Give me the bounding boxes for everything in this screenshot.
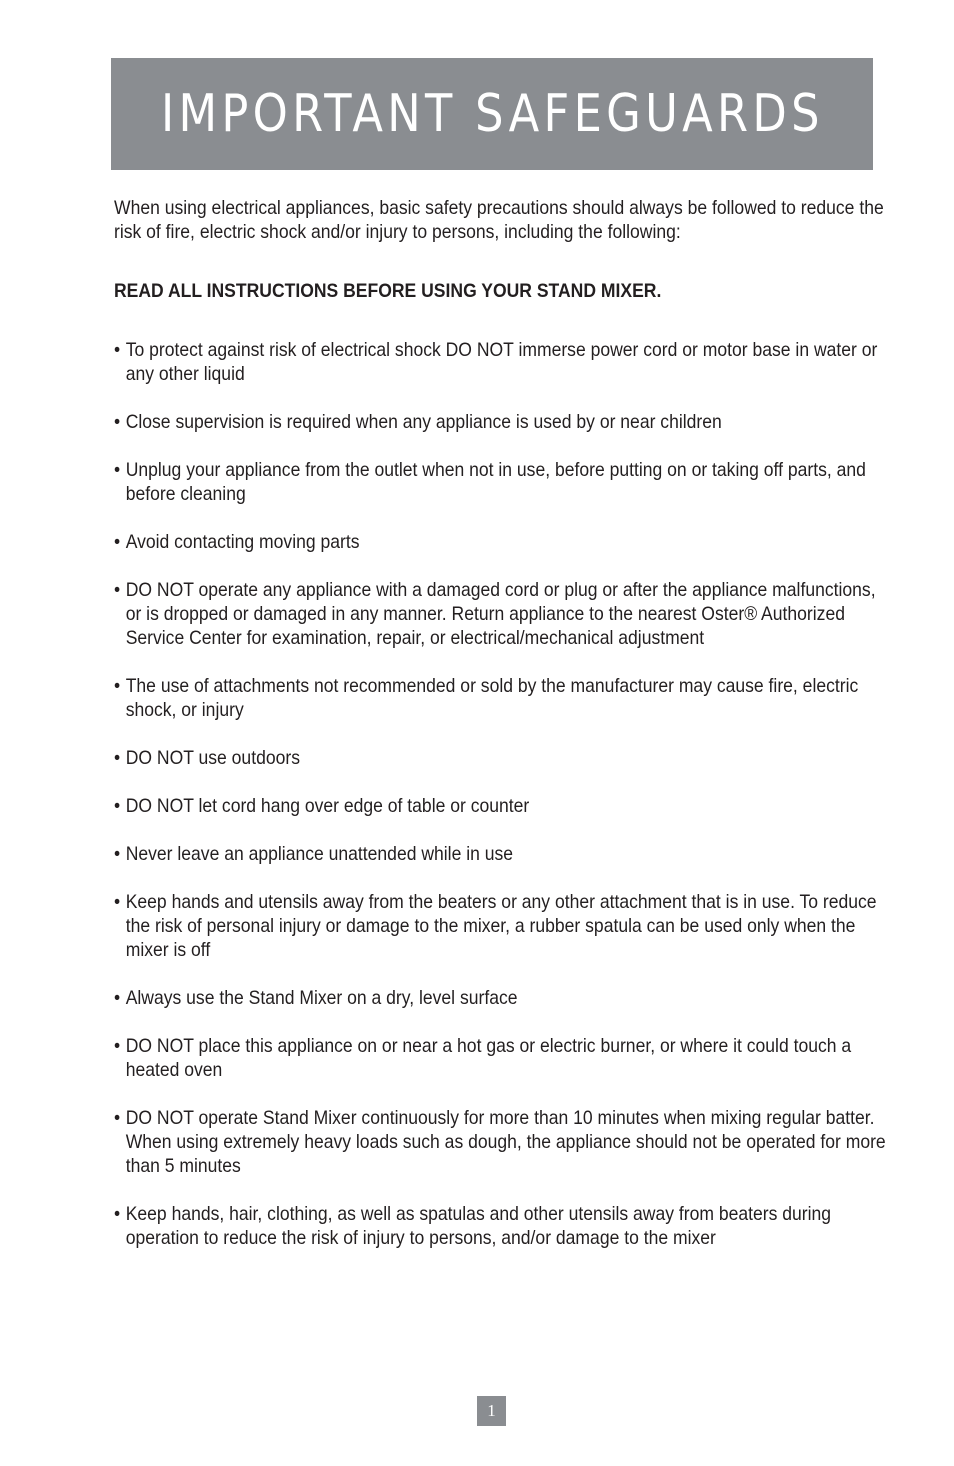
bullet: • xyxy=(114,459,121,481)
bullet: • xyxy=(114,795,121,817)
safeguard-item xyxy=(114,338,893,386)
safeguard-item xyxy=(114,1202,893,1250)
safeguard-item xyxy=(114,794,893,818)
safeguard-text: Keep hands, hair, clothing, as well as spatulas and other utensils away from beaters during operation to reduce the risk of injury to persons, and/or damage to the mixer xyxy=(125,1203,832,1249)
safeguard-item xyxy=(114,842,893,866)
bullet: • xyxy=(114,675,121,697)
bullet: • xyxy=(114,531,121,553)
safeguard-text: DO NOT place this appliance on or near a hot gas or electric burner, or where it could touch a heated oven xyxy=(125,1035,852,1081)
bullet: • xyxy=(114,339,121,361)
title-banner xyxy=(111,58,873,170)
safeguard-text: Never leave an appliance unattended while in use xyxy=(125,843,514,865)
safeguard-item xyxy=(114,890,893,962)
safeguard-item xyxy=(114,410,893,434)
bullet: • xyxy=(114,1107,121,1129)
safeguard-item xyxy=(114,1106,893,1178)
bullet: • xyxy=(114,411,121,433)
intro-paragraph: When using electrical appliances, basic safety precautions should always be followed to reduce the risk of fire, electric shock and/or injury to persons, including the following: xyxy=(114,197,884,243)
instructions-heading: READ ALL INSTRUCTIONS BEFORE USING YOUR STAND MIXER. xyxy=(114,280,662,302)
safeguard-text: DO NOT operate any appliance with a damaged cord or plug or after the appliance malfunctions, or is dropped or damaged in any manner. Return appliance to the nearest Oster® Authorized Service Center for examination, repair, or electrical/mechanical adjustment xyxy=(125,579,876,649)
safeguard-text: DO NOT use outdoors xyxy=(125,747,300,769)
safeguard-item xyxy=(114,578,893,650)
safeguard-text: DO NOT let cord hang over edge of table or counter xyxy=(125,795,530,817)
bullet: • xyxy=(114,891,121,913)
safeguard-item xyxy=(114,458,893,506)
safeguard-text: Unplug your appliance from the outlet when not in use, before putting on or taking off parts, and before cleaning xyxy=(125,459,866,505)
safeguard-item xyxy=(114,530,893,554)
safeguard-item xyxy=(114,1034,893,1082)
bullet: • xyxy=(114,579,121,601)
safeguard-text: Keep hands and utensils away from the beaters or any other attachment that is in use. To reduce the risk of personal injury or damage to the mixer, a rubber spatula can be used only when the mixer is off xyxy=(125,891,877,961)
bullet: • xyxy=(114,1203,121,1225)
safeguard-text: The use of attachments not recommended or sold by the manufacturer may cause fire, electric shock, or injury xyxy=(125,675,859,721)
safeguard-text: Avoid contacting moving parts xyxy=(125,531,360,553)
safeguard-text: DO NOT operate Stand Mixer continuously for more than 10 minutes when mixing regular batter. When using extremely heavy loads such as dough, the appliance should not be operated for more than 5 minutes xyxy=(125,1107,886,1177)
safeguard-item xyxy=(114,746,893,770)
safeguard-text: Always use the Stand Mixer on a dry, level surface xyxy=(125,987,518,1009)
safeguard-item xyxy=(114,674,893,722)
safeguard-list xyxy=(114,338,894,1250)
page-number: 1 xyxy=(477,1396,506,1426)
bullet: • xyxy=(114,843,121,865)
bullet: • xyxy=(114,987,121,1009)
bullet: • xyxy=(114,747,121,769)
safeguard-text: To protect against risk of electrical shock DO NOT immerse power cord or motor base in water or any other liquid xyxy=(125,339,878,385)
page-title: IMPORTANT SAFEGUARDS xyxy=(160,84,824,144)
safeguard-item xyxy=(114,986,893,1010)
safeguard-text: Close supervision is required when any appliance is used by or near children xyxy=(125,411,722,433)
main-content xyxy=(114,196,894,1274)
bullet: • xyxy=(114,1035,121,1057)
